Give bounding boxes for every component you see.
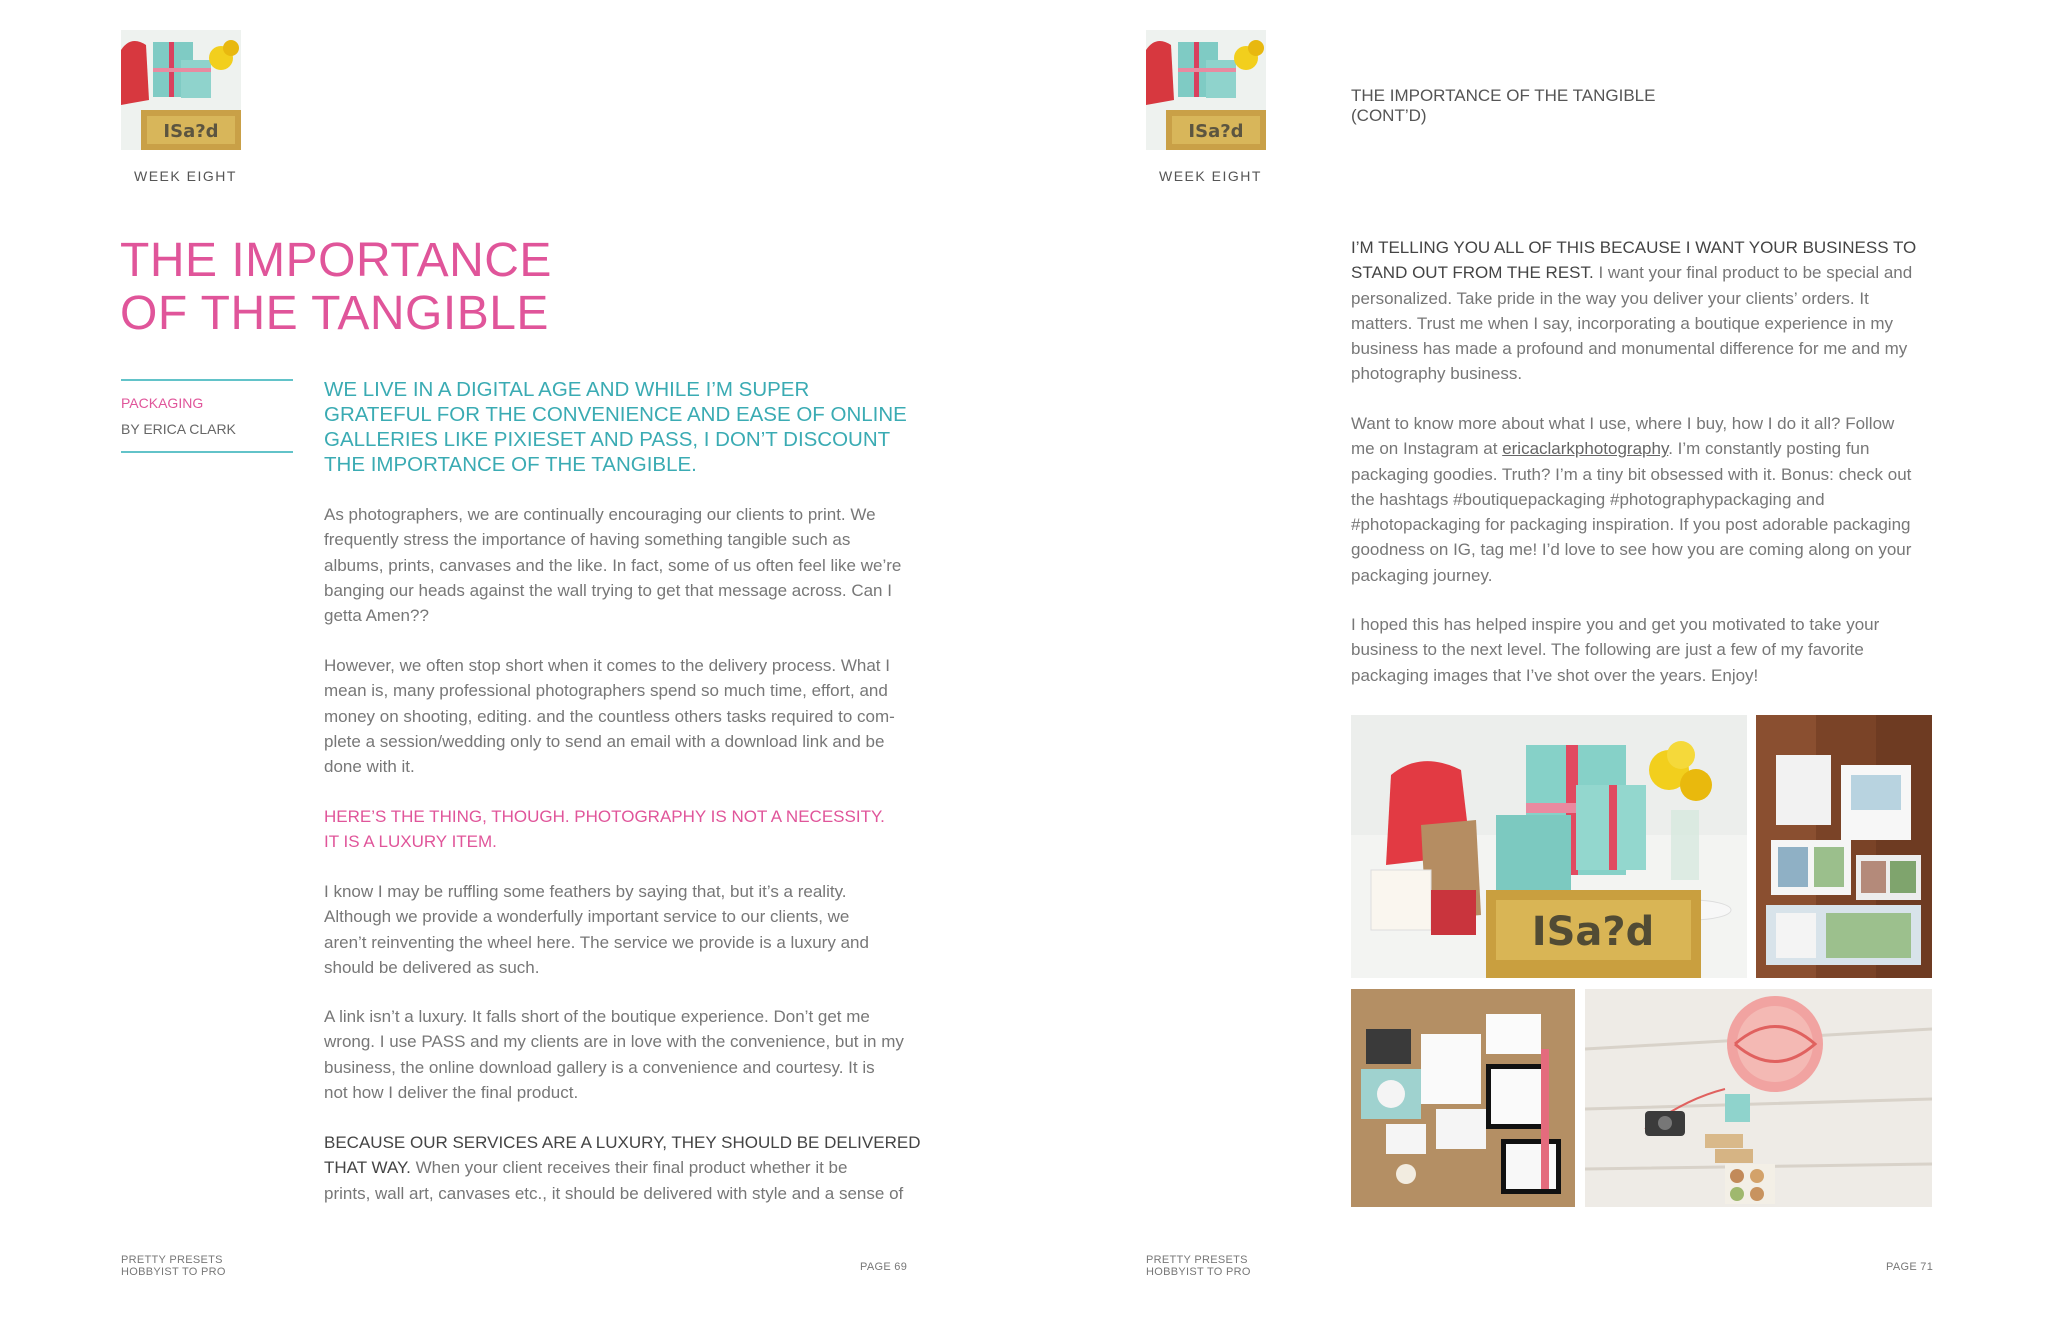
text-line: frequently stress the importance of having something tangible such as xyxy=(324,530,851,550)
crate-text-thumb: ISa?d xyxy=(1188,121,1244,142)
text-rest: When your client receives their final product whether it be xyxy=(410,1158,848,1178)
text-line: aren’t reinventing the wheel here. The service we provide is a luxury and xyxy=(324,932,869,952)
text-line: #photopackaging for packaging inspiration. If you post adorable packaging xyxy=(1351,515,1911,535)
page-number: PAGE 69 xyxy=(860,1261,908,1273)
instagram-link[interactable]: ericaclarkphotography xyxy=(1502,439,1669,459)
continued-header xyxy=(1351,86,1655,126)
sidebar-rule-bottom xyxy=(121,451,293,453)
body-paragraph-1 xyxy=(324,502,901,628)
pull-quote-line: IT IS A LUXURY ITEM. xyxy=(324,832,497,852)
text-line xyxy=(1351,436,1911,461)
text-line: business to the next level. The following are just a few of my favorite xyxy=(1351,640,1864,660)
text-line: getta Amen?? xyxy=(324,606,429,626)
week-label: WEEK EIGHT xyxy=(134,168,237,184)
continued-header-line-1: THE IMPORTANCE OF THE TANGIBLE xyxy=(1351,86,1656,105)
text-line: banging our heads against the wall trying to get that message across. Can I xyxy=(324,580,892,600)
text-line: done with it. xyxy=(324,757,415,777)
text-line xyxy=(324,1155,920,1180)
text-line: matters. Trust me when I say, incorporating a boutique experience in my xyxy=(1351,313,1894,333)
text-line: business has made a profound and monumental difference for me and my xyxy=(1351,339,1908,359)
body-paragraph-4 xyxy=(324,1004,904,1105)
text-line: plete a session/wedding only to send an email with a download link and be xyxy=(324,731,885,751)
lead-line: GALLERIES LIKE PIXIESET AND PASS, I DON’T DISCOUNT xyxy=(324,428,891,451)
crate-text-thumb: ISa?d xyxy=(163,121,219,142)
text-line-strong: BECAUSE OUR SERVICES ARE A LUXURY, THEY SHOULD BE DELIVERED xyxy=(324,1133,921,1152)
text-line: personalized. Take pride in the way you deliver your clients’ orders. It xyxy=(1351,288,1869,308)
right-paragraph-2 xyxy=(1351,411,1911,588)
continued-header-line-2: (CONT’D) xyxy=(1351,106,1427,125)
packaging-photo-twine xyxy=(1585,989,1932,1207)
category-label: PACKAGING xyxy=(121,395,204,411)
crate-text: ISa?d xyxy=(1531,909,1655,955)
footer-line-1: PRETTY PRESETS xyxy=(121,1254,223,1266)
text-line: prints, wall art, canvases etc., it should be delivered with style and a sense of xyxy=(324,1183,904,1203)
packaging-photo-albums xyxy=(1756,715,1932,978)
text-line: Although we provide a wonderfully important service to our clients, we xyxy=(324,907,850,927)
body-paragraph-3 xyxy=(324,879,869,980)
page-title-line-2: OF THE TANGIBLE xyxy=(120,287,549,340)
week-thumbnail-image xyxy=(121,30,241,150)
text-post: . I’m constantly posting fun xyxy=(1668,439,1870,459)
text-line: packaging images that I’ve shot over the years. Enjoy! xyxy=(1351,665,1759,685)
text-line: As photographers, we are continually encouraging our clients to print. We xyxy=(324,505,876,524)
author-byline: BY ERICA CLARK xyxy=(121,421,236,437)
footer-line-2: HOBBYIST TO PRO xyxy=(1146,1266,1251,1278)
text-strong: THAT WAY. xyxy=(324,1158,411,1178)
text-line: business, the online download gallery is a convenience and courtesy. It is xyxy=(324,1057,875,1077)
text-line: not how I deliver the final product. xyxy=(324,1082,579,1102)
text-line: money on shooting, editing. and the countless others tasks required to com- xyxy=(324,706,895,726)
week-thumbnail-image xyxy=(1146,30,1266,150)
text-rest: I want your final product to be special and xyxy=(1593,263,1913,283)
text-line: I hoped this has helped inspire you and get you motivated to take your xyxy=(1351,615,1880,634)
text-line-strong: I’M TELLING YOU ALL OF THIS BECAUSE I WANT YOUR BUSINESS TO xyxy=(1351,238,1917,257)
text-line: A link isn’t a luxury. It falls short of the boutique experience. Don’t get me xyxy=(324,1007,870,1026)
text-line: I know I may be ruffling some feathers by saying that, but it’s a reality. xyxy=(324,882,847,901)
packaging-photo-gift-boxes xyxy=(1351,715,1747,978)
text-pre: me on Instagram at xyxy=(1351,439,1503,459)
text-line xyxy=(1351,260,1916,285)
page-title xyxy=(120,234,552,340)
footer-line-1: PRETTY PRESETS xyxy=(1146,1254,1248,1266)
lead-paragraph xyxy=(324,377,907,477)
text-line: albums, prints, canvases and the like. In fact, some of us often feel like we’re xyxy=(324,555,902,575)
text-strong: STAND OUT FROM THE REST. xyxy=(1351,263,1594,283)
text-line: should be delivered as such. xyxy=(324,957,540,977)
text-line: packaging goodies. Truth? I’m a tiny bit obsessed with it. Bonus: check out xyxy=(1351,464,1912,484)
text-line: packaging journey. xyxy=(1351,565,1493,585)
pull-quote-line: HERE’S THE THING, THOUGH. PHOTOGRAPHY IS NOT A NECESSITY. xyxy=(324,807,885,826)
text-line: the hashtags #boutiquepackaging #photographypackaging and xyxy=(1351,489,1825,509)
right-paragraph-1 xyxy=(1351,235,1916,387)
text-line: mean is, many professional photographers spend so much time, effort, and xyxy=(324,681,888,701)
lead-line: GRATEFUL FOR THE CONVENIENCE AND EASE OF ONLINE xyxy=(324,403,907,426)
text-line: wrong. I use PASS and my clients are in love with the convenience, but in my xyxy=(324,1032,904,1052)
week-label: WEEK EIGHT xyxy=(1159,168,1262,184)
sidebar-rule-top xyxy=(121,379,293,381)
pull-quote xyxy=(324,804,885,855)
page-title-line-1: THE IMPORTANCE xyxy=(120,234,552,287)
text-line: However, we often stop short when it comes to the delivery process. What I xyxy=(324,656,890,675)
text-line: Want to know more about what I use, where I buy, how I do it all? Follow xyxy=(1351,414,1895,433)
packaging-photo-stationery xyxy=(1351,989,1575,1207)
body-paragraph-5 xyxy=(324,1130,920,1206)
body-paragraph-2 xyxy=(324,653,895,779)
text-line: photography business. xyxy=(1351,364,1523,384)
lead-line: THE IMPORTANCE OF THE TANGIBLE. xyxy=(324,453,697,476)
page-number: PAGE 71 xyxy=(1886,1261,1934,1273)
footer-publication xyxy=(121,1254,226,1278)
footer-line-2: HOBBYIST TO PRO xyxy=(121,1266,226,1278)
text-line: goodness on IG, tag me! I’d love to see how you are coming along on your xyxy=(1351,540,1912,560)
lead-line: WE LIVE IN A DIGITAL AGE AND WHILE I’M SUPER xyxy=(324,378,810,401)
right-paragraph-3 xyxy=(1351,612,1879,688)
footer-publication xyxy=(1146,1254,1251,1278)
